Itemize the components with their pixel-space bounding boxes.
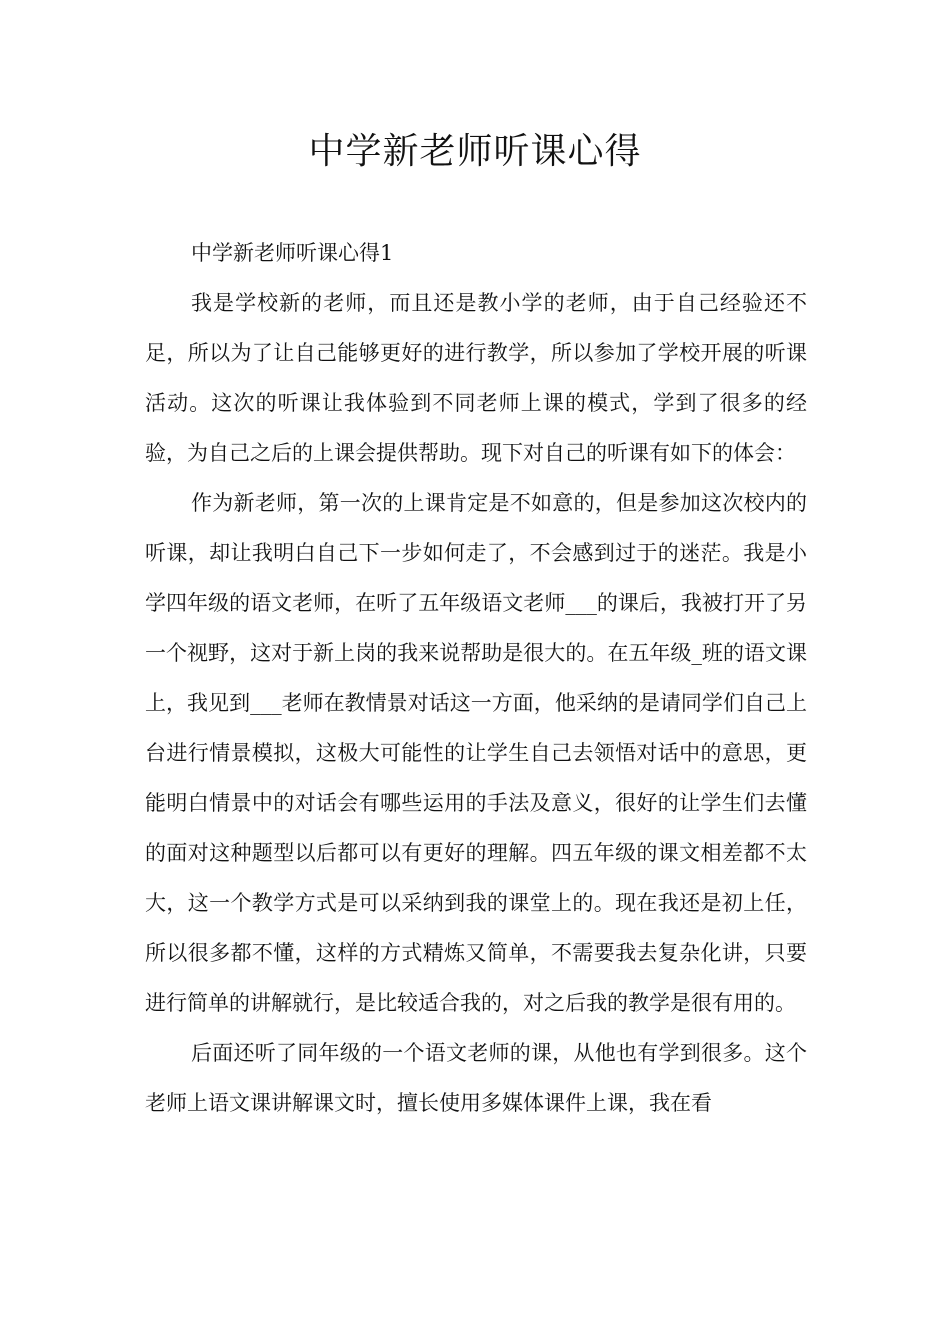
paragraph-2: 作为新老师，第一次的上课肯定是不如意的，但是参加这次校内的听课，却让我明白自己下一步如何走了，不会感到过于的迷茫。我是小学四年级的语文老师，在听了五年级语文老师___的课后，我被打开了另一个视野，这对于新上岗的我来说帮助是很大的。在五年级_班的语文课上，我见到___老师在教情景对话这一方面，他采纳的是请同学们自己上台进行情景模拟，这极大可能性的让学生自己去领悟对话中的意思，更能明白情景中的对话会有哪些运用的手法及意义，很好的让学生们去懂的面对这种题型以后都可以有更好的理解。四五年级的课文相差都不太大，这一个教学方式是可以采纳到我的课堂上的。现在我还是初上任，所以很多都不懂，这样的方式精炼又简单，不需要我去复杂化讲，只要进行简单的讲解就行，是比较适合我的，对之后我的教学是很有用的。 — [145, 491, 807, 1015]
document-body — [145, 228, 807, 1128]
section-heading: 中学新老师听课心得1 — [191, 241, 394, 265]
document-title: 中学新老师听课心得 — [308, 131, 642, 172]
paragraph-3: 后面还听了同年级的一个语文老师的课，从他也有学到很多。这个老师上语文课讲解课文时，擅长使用多媒体课件上课，我在看 — [145, 1041, 807, 1115]
paragraph-1: 我是学校新的老师，而且还是教小学的老师，由于自己经验还不足，所以为了让自己能够更好的进行教学，所以参加了学校开展的听课活动。这次的听课让我体验到不同老师上课的模式，学到了很多的经验，为自己之后的上课会提供帮助。现下对自己的听课有如下的体会： — [145, 291, 807, 465]
